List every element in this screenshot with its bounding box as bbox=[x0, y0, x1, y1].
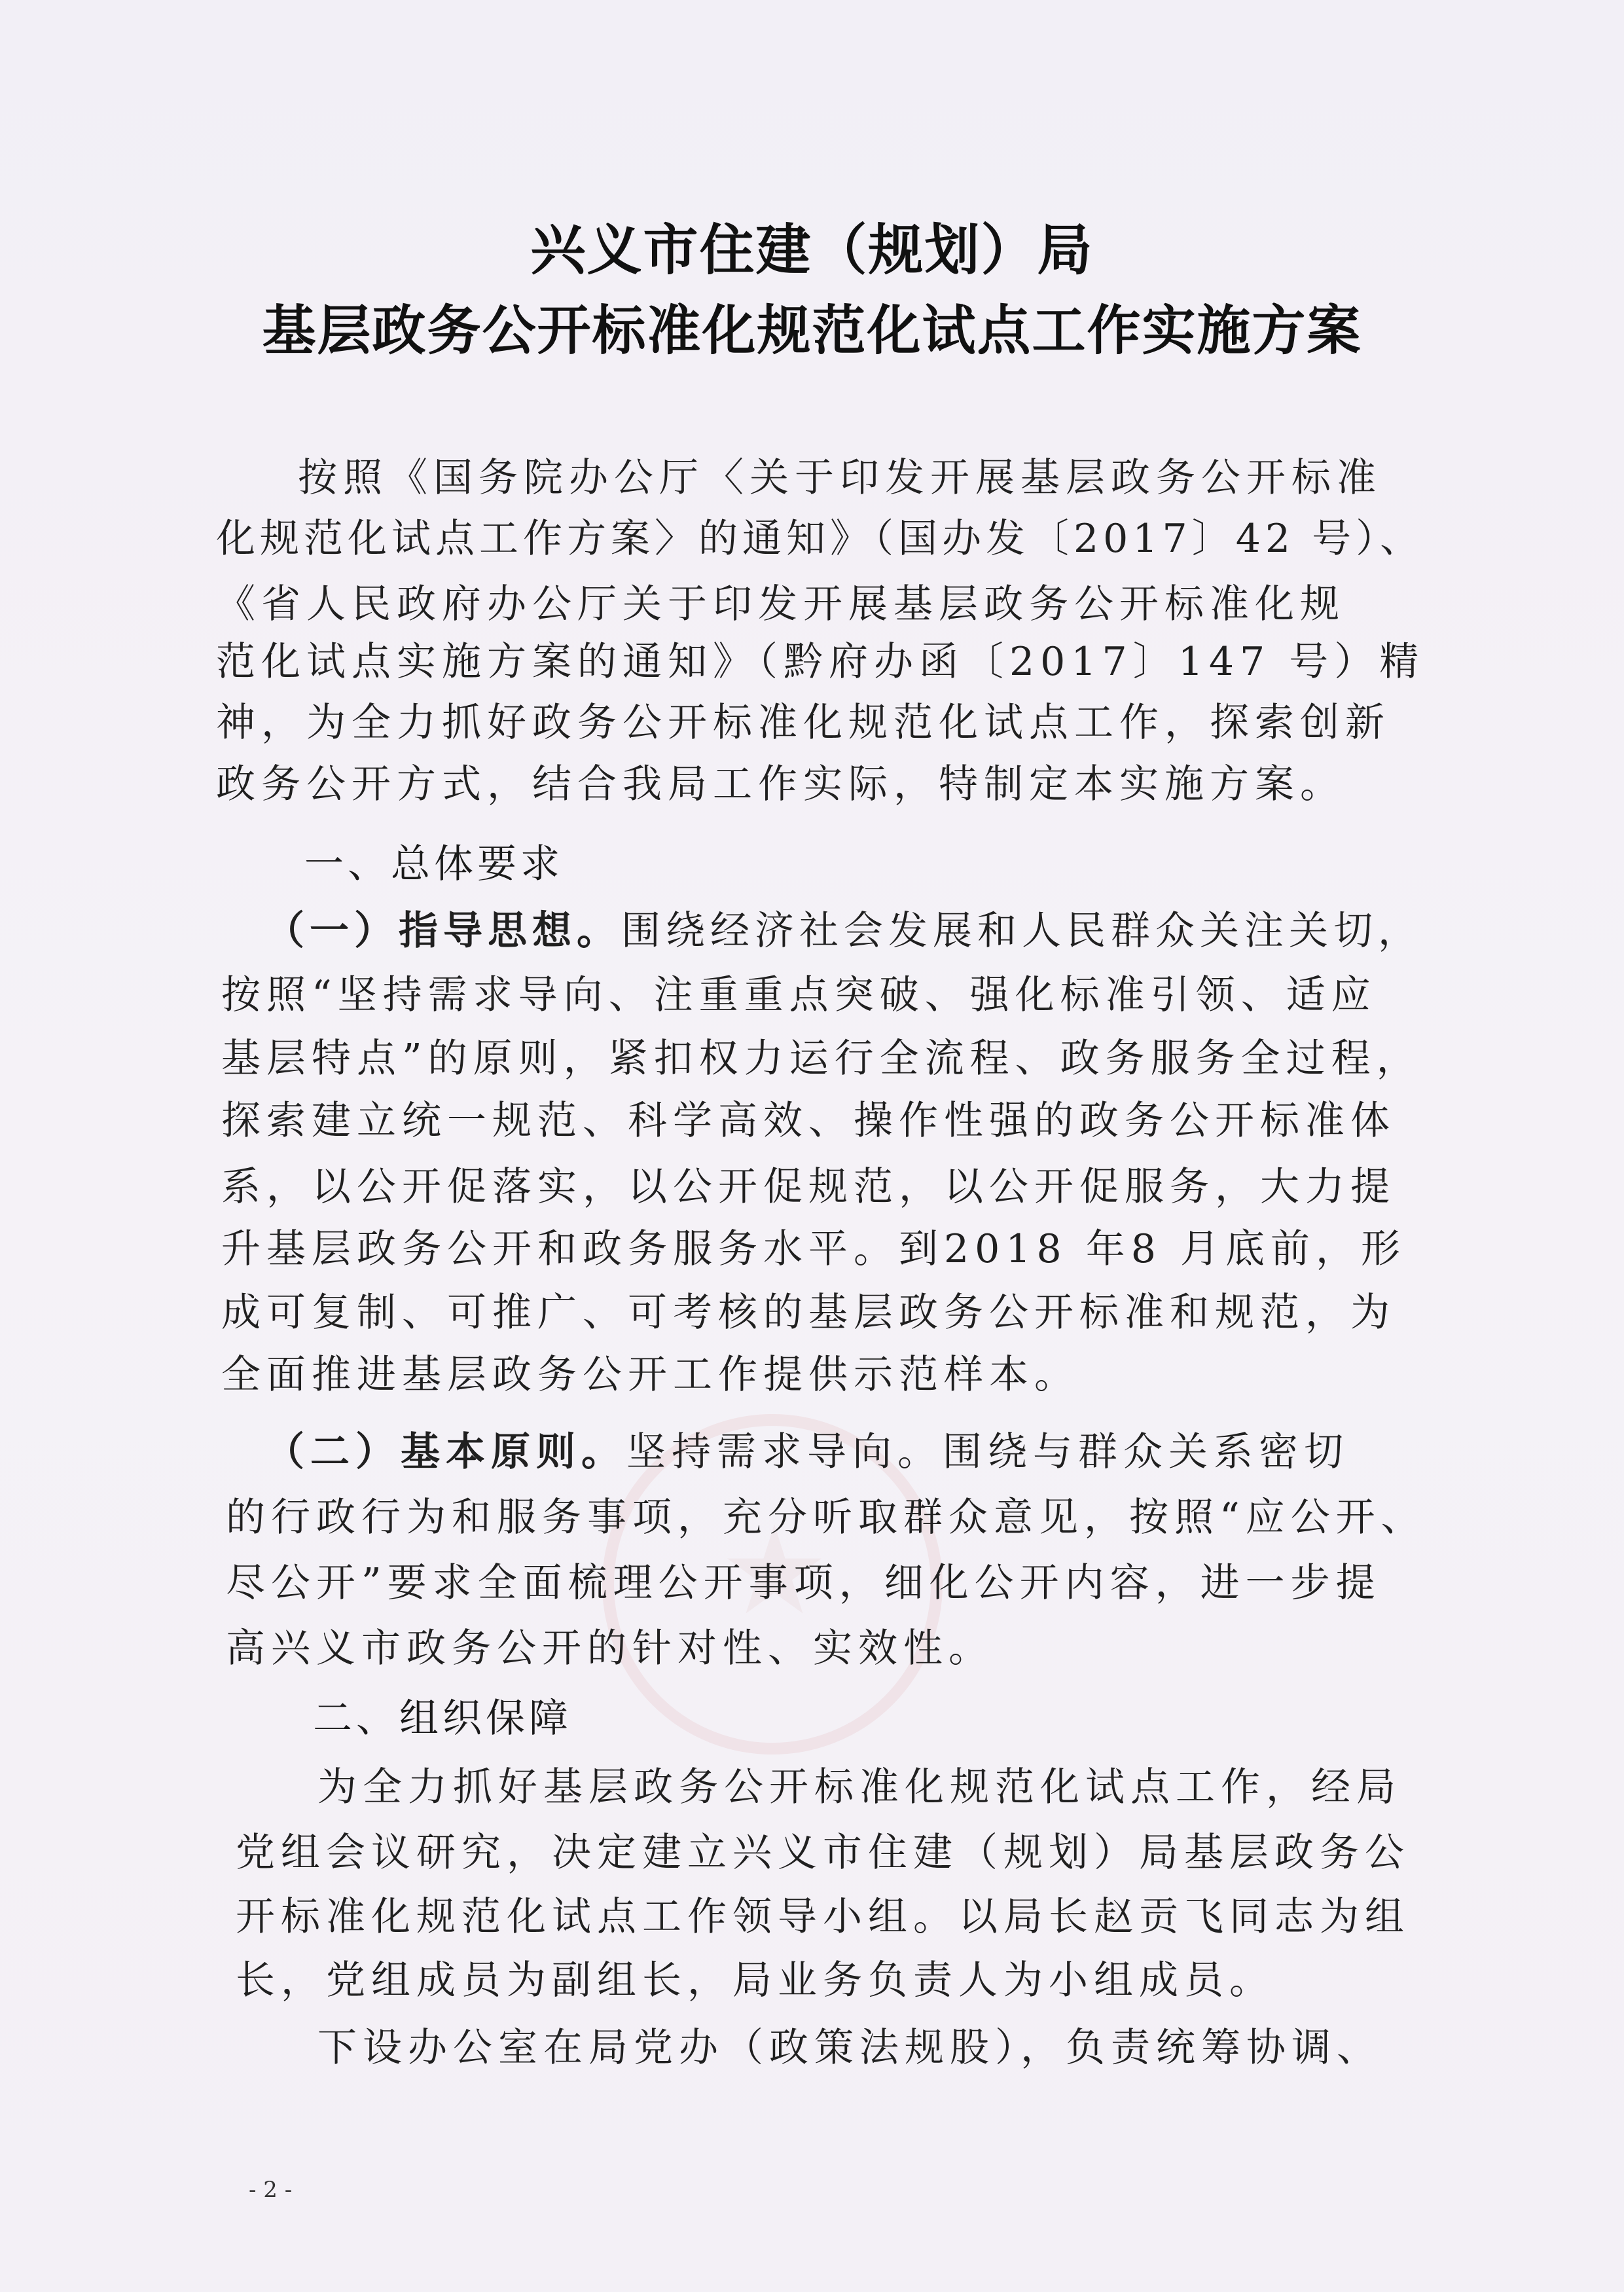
subsection-1-first-line bbox=[265, 905, 1422, 957]
intro-line: 政务公开方式，结合我局工作实际，特制定本实施方案。 bbox=[216, 761, 1345, 807]
subsection-2-first-line-text: 坚持需求导向。围绕与群众关系密切 bbox=[626, 1429, 1349, 1475]
subsection-2-line: 高兴义市政务公开的针对性、实效性。 bbox=[226, 1626, 994, 1671]
subsection-2-first-line bbox=[265, 1426, 1349, 1478]
intro-line: 《省人民政府办公厅关于印发开展基层政务公开标准化规 bbox=[216, 581, 1345, 627]
document-title-line-2: 基层政务公开标准化规范化试点工作实施方案 bbox=[262, 300, 1362, 362]
section-2-line: 党组会议研究，决定建立兴义市住建（规划）局基层政务公 bbox=[236, 1830, 1410, 1876]
section-2-line: 为全力抓好基层政务公开标准化规范化试点工作，经局 bbox=[317, 1764, 1401, 1810]
page-number: - 2 - bbox=[249, 2177, 293, 2203]
subsection-1-line: 基层特点”的原则，紧扣权力运行全流程、政务服务全过程， bbox=[221, 1036, 1422, 1082]
subsection-1-line: 探索建立统一规范、科学高效、操作性强的政务公开标准体 bbox=[221, 1098, 1396, 1144]
intro-line: 范化试点实施方案的通知》（黔府办函〔2017〕147 号）精 bbox=[216, 639, 1425, 685]
section-2-line: 长，党组成员为副组长，局业务负责人为小组成员。 bbox=[236, 1957, 1274, 2003]
subsection-1-line: 按照“坚持需求导向、注重重点突破、强化标准引领、适应 bbox=[221, 972, 1377, 1018]
subsection-1-line: 成可复制、可推广、可考核的基层政务公开标准和规范，为 bbox=[221, 1290, 1396, 1336]
subsection-2-lead: （二）基本原则。 bbox=[265, 1429, 626, 1475]
subsection-1-line: 系，以公开促落实，以公开促规范，以公开促服务，大力提 bbox=[221, 1164, 1396, 1210]
section-heading: 二、组织保障 bbox=[313, 1696, 572, 1741]
subsection-2-line: 尽公开”要求全面梳理公开事项，细化公开内容，进一步提 bbox=[226, 1560, 1381, 1606]
subsection-1-first-line-text: 围绕经济社会发展和人民群众关注关切， bbox=[621, 908, 1422, 954]
subsection-1-line: 全面推进基层政务公开工作提供示范样本。 bbox=[221, 1352, 1079, 1398]
section-heading: 一、总体要求 bbox=[304, 841, 564, 887]
section-2-line: 下设办公室在局党办（政策法规股），负责统筹协调、 bbox=[317, 2025, 1382, 2071]
subsection-1-lead: （一）指导思想。 bbox=[265, 908, 621, 954]
intro-line: 神，为全力抓好政务公开标准化规范化试点工作，探索创新 bbox=[216, 700, 1390, 746]
subsection-2-line: 的行政行为和服务事项，充分听取群众意见，按照“应公开、 bbox=[226, 1495, 1426, 1540]
intro-line: 化规范化试点工作方案〉的通知》（国办发〔2017〕42 号）、 bbox=[216, 516, 1424, 562]
intro-line: 按照《国务院办公厅〈关于印发开展基层政务公开标准 bbox=[298, 455, 1382, 501]
document-title-line-1: 兴义市住建（规划）局 bbox=[530, 218, 1094, 282]
section-2-line: 开标准化规范化试点工作领导小组。以局长赵贡飞同志为组 bbox=[236, 1894, 1410, 1940]
subsection-1-line: 升基层政务公开和政务服务水平。到2018 年8 月底前，形 bbox=[221, 1226, 1407, 1272]
